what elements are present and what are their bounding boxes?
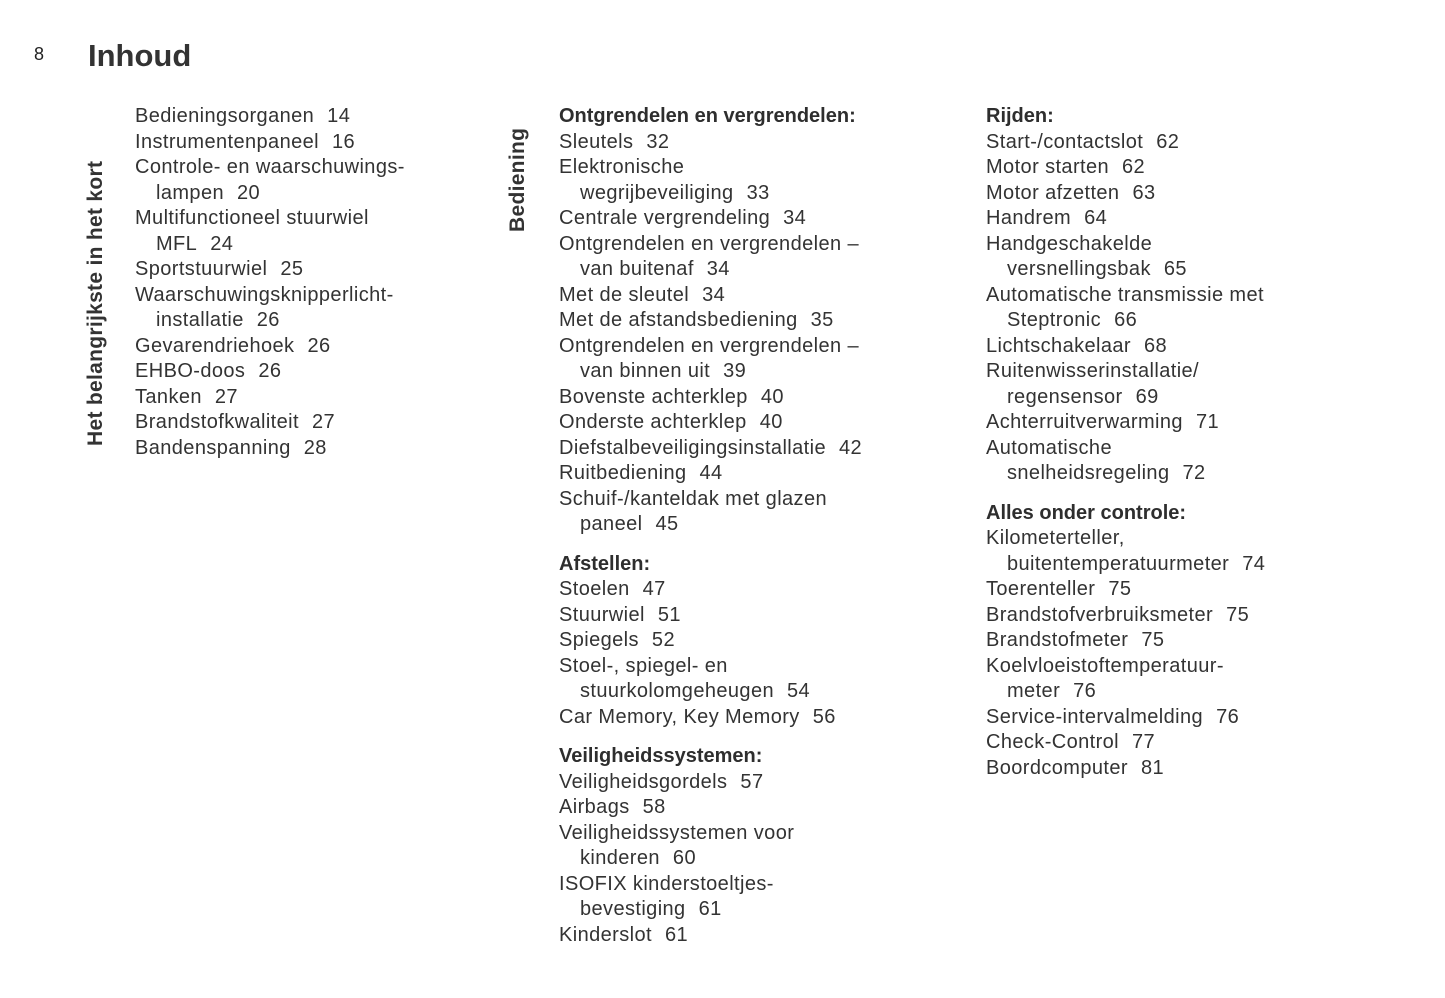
- toc-entry[interactable]: [986, 410, 1406, 436]
- toc-entry[interactable]: [559, 705, 979, 731]
- entry-page-number: 58: [642, 796, 666, 818]
- entry-title: Diefstalbeveiligingsinstallatie: [559, 436, 826, 459]
- toc-entry[interactable]: [559, 206, 979, 232]
- entry-title-continued: lampen 20: [156, 181, 261, 204]
- section-heading: Ontgrendelen en vergrendelen:: [559, 105, 856, 127]
- entry-title: Koelvloeistoftemperatuur-: [986, 654, 1224, 677]
- toc-entry[interactable]: [135, 155, 555, 206]
- toc-entry[interactable]: [986, 628, 1406, 654]
- toc-section: [559, 552, 979, 731]
- side-label-operation: Bediening: [506, 127, 529, 232]
- entry-title: Elektronische: [559, 156, 685, 178]
- entry-page-number: 20: [237, 181, 261, 204]
- entry-title: Ontgrendelen en vergrendelen –: [559, 334, 859, 357]
- entry-page-number: 56: [812, 705, 836, 728]
- toc-entry[interactable]: [559, 436, 979, 462]
- entry-page-number: 45: [655, 513, 679, 535]
- entry-page-number: 74: [1242, 552, 1266, 575]
- entry-title: Bedieningsorganen: [135, 105, 315, 127]
- toc-entry[interactable]: [135, 257, 555, 283]
- entry-title-continued: paneel 45: [580, 513, 679, 535]
- entry-page-number: 75: [1108, 578, 1132, 600]
- toc-entry[interactable]: [986, 334, 1406, 360]
- entry-page-number: 26: [256, 309, 280, 331]
- toc-column-1: [135, 104, 555, 475]
- entry-title: Sleutels: [559, 130, 634, 153]
- toc-entry[interactable]: [986, 130, 1406, 156]
- entry-page-number: 24: [210, 232, 234, 255]
- entry-title: Stoel-, spiegel- en: [559, 654, 728, 677]
- entry-title: Met de afstandsbediening: [559, 309, 798, 331]
- entry-page-number: 75: [1226, 603, 1250, 626]
- entry-page-number: 60: [672, 847, 696, 869]
- toc-entry[interactable]: [986, 730, 1406, 756]
- entry-page-number: 34: [702, 283, 726, 306]
- entry-page-number: 54: [787, 680, 811, 702]
- entry-title: Multifunctioneel stuurwiel: [135, 207, 369, 229]
- entry-page-number: 69: [1135, 385, 1159, 408]
- entry-title: Brandstofkwaliteit: [135, 411, 299, 433]
- entry-title: Service-intervalmelding: [986, 705, 1204, 728]
- entry-title: Handgeschakelde: [986, 232, 1153, 255]
- entry-page-number: 44: [699, 462, 723, 484]
- toc-entry[interactable]: [986, 577, 1406, 603]
- entry-title: Brandstofverbruiksmeter: [986, 603, 1214, 626]
- entry-title: Motor afzetten: [986, 181, 1120, 204]
- entry-page-number: 52: [651, 629, 675, 651]
- entry-title: Achterruitverwarming: [986, 411, 1183, 433]
- entry-page-number: 68: [1143, 334, 1168, 357]
- toc-entry[interactable]: [135, 436, 555, 462]
- toc-entry[interactable]: [986, 654, 1406, 705]
- entry-title: Veiligheidssystemen voor: [559, 821, 795, 844]
- entry-title: Onderste achterklep: [559, 411, 747, 433]
- toc-section: [559, 744, 979, 948]
- entry-title-continued: regensensor 69: [1007, 385, 1159, 408]
- toc-entry[interactable]: [135, 130, 555, 156]
- page-title: Inhoud: [88, 38, 192, 73]
- toc-entry[interactable]: [986, 756, 1406, 782]
- toc-entry[interactable]: [559, 283, 979, 309]
- entry-page-number: 62: [1122, 156, 1146, 178]
- entry-title: Brandstofmeter: [986, 629, 1129, 651]
- entry-title: Ontgrendelen en vergrendelen –: [559, 232, 859, 255]
- section-heading: Afstellen:: [559, 552, 651, 575]
- entry-title: Stoelen: [559, 578, 630, 600]
- toc-entry[interactable]: [559, 654, 979, 705]
- toc-entry[interactable]: [559, 232, 979, 283]
- toc-entry[interactable]: [559, 577, 979, 603]
- entry-page-number: 16: [332, 130, 356, 153]
- toc-entry[interactable]: [986, 155, 1406, 181]
- toc-section: [986, 501, 1406, 782]
- side-label-summary: Het belangrijkste in het kort: [84, 160, 107, 446]
- entry-page-number: 66: [1114, 309, 1138, 331]
- entry-page-number: 32: [646, 130, 670, 153]
- toc-entry[interactable]: [135, 385, 555, 411]
- entry-title: Gevarendriehoek: [135, 334, 295, 357]
- entry-page-number: 34: [706, 258, 730, 280]
- entry-page-number: 71: [1195, 411, 1219, 433]
- toc-column-2: [559, 104, 979, 962]
- entry-page-number: 33: [746, 181, 770, 204]
- entry-page-number: 40: [759, 411, 783, 433]
- entry-title: Lichtschakelaar: [986, 334, 1131, 357]
- entry-title: Start-/contactslot: [986, 130, 1144, 153]
- entry-title-continued: kinderen 60: [580, 847, 696, 869]
- toc-entry[interactable]: [559, 155, 979, 206]
- entry-page-number: 26: [258, 360, 282, 382]
- toc-entry[interactable]: [559, 385, 979, 411]
- entry-page-number: 26: [307, 334, 331, 357]
- entry-title-continued: bevestiging 61: [580, 898, 722, 920]
- entry-title: ISOFIX kinderstoeltjes-: [559, 872, 774, 895]
- entry-page-number: 57: [740, 770, 764, 793]
- toc-entry[interactable]: [559, 628, 979, 654]
- entry-title-continued: MFL 24: [156, 232, 234, 255]
- entry-title: Schuif-/kanteldak met glazen: [559, 487, 828, 510]
- entry-page-number: 77: [1132, 731, 1156, 753]
- toc-entry[interactable]: [559, 603, 979, 629]
- entry-page-number: 27: [214, 385, 238, 408]
- entry-page-number: 25: [280, 258, 304, 280]
- toc-section: [135, 104, 555, 461]
- toc-entry[interactable]: [559, 770, 979, 796]
- toc-entry[interactable]: [986, 232, 1406, 283]
- entry-page-number: 27: [311, 411, 335, 433]
- section-heading: Alles onder controle:: [986, 501, 1187, 524]
- entry-title: Bovenste achterklep: [559, 385, 748, 408]
- toc-entry[interactable]: [559, 410, 979, 436]
- entry-title-continued: snelheidsregeling 72: [1007, 462, 1206, 484]
- entry-title: Instrumentenpaneel: [135, 130, 319, 153]
- entry-title-continued: van binnen uit 39: [580, 360, 747, 382]
- entry-title: Motor starten: [986, 156, 1110, 178]
- toc-entry[interactable]: [135, 410, 555, 436]
- toc-entry[interactable]: [559, 334, 979, 385]
- entry-title: Waarschuwingsknipperlicht-: [135, 283, 394, 306]
- toc-column-3: [986, 104, 1406, 795]
- toc-entry[interactable]: [986, 206, 1406, 232]
- entry-title: Kinderslot: [559, 923, 652, 946]
- entry-page-number: 72: [1182, 462, 1206, 484]
- entry-title: Tanken: [135, 385, 202, 408]
- entry-title: Automatische transmissie met: [986, 283, 1264, 306]
- entry-page-number: 63: [1132, 181, 1156, 204]
- entry-title: Spiegels: [559, 629, 639, 651]
- entry-title: Handrem: [986, 207, 1072, 229]
- entry-title: Bandenspanning: [135, 436, 291, 459]
- toc-entry[interactable]: [559, 461, 979, 487]
- entry-title-continued: versnellingsbak 65: [1007, 258, 1187, 280]
- toc-entry[interactable]: [135, 334, 555, 360]
- toc-entry[interactable]: [559, 872, 979, 923]
- entry-title: Veiligheidsgordels: [559, 770, 728, 793]
- entry-title: EHBO-doos: [135, 360, 246, 382]
- toc-entry[interactable]: [986, 436, 1406, 487]
- entry-page-number: 76: [1216, 705, 1240, 728]
- entry-page-number: 14: [327, 105, 351, 127]
- entry-title-continued: installatie 26: [156, 309, 280, 331]
- entry-title: Met de sleutel: [559, 283, 690, 306]
- entry-page-number: 42: [838, 436, 863, 459]
- entry-page-number: 51: [657, 603, 681, 626]
- entry-page-number: 75: [1141, 629, 1165, 651]
- toc-entry[interactable]: [559, 821, 979, 872]
- entry-title-continued: meter 76: [1007, 680, 1097, 702]
- entry-title-continued: Steptronic 66: [1007, 309, 1138, 331]
- toc-entry[interactable]: [559, 308, 979, 334]
- toc-entry[interactable]: [986, 359, 1406, 410]
- entry-title: Controle- en waarschuwings-: [135, 156, 405, 178]
- entry-page-number: 65: [1163, 258, 1187, 280]
- toc-entry[interactable]: [986, 705, 1406, 731]
- entry-title: Check-Control: [986, 731, 1120, 753]
- toc-entry[interactable]: [559, 923, 979, 949]
- entry-title-continued: wegrijbeveiliging 33: [580, 181, 770, 204]
- toc-entry[interactable]: [986, 526, 1406, 577]
- toc-entry[interactable]: [135, 104, 555, 130]
- entry-title: Toerenteller: [986, 578, 1096, 600]
- entry-page-number: 76: [1073, 680, 1097, 702]
- toc-entry[interactable]: [559, 487, 979, 538]
- entry-title: Sportstuurwiel: [135, 258, 268, 280]
- toc-section: [986, 104, 1406, 487]
- entry-title: Boordcomputer: [986, 756, 1128, 779]
- toc-entry[interactable]: [986, 181, 1406, 207]
- toc-entry[interactable]: [135, 359, 555, 385]
- entry-page-number: 28: [303, 436, 327, 459]
- entry-title: Stuurwiel: [559, 603, 645, 626]
- entry-page-number: 47: [642, 578, 666, 600]
- entry-title: Kilometerteller,: [986, 527, 1125, 549]
- entry-title: Airbags: [559, 796, 630, 818]
- section-heading: Veiligheidssystemen:: [559, 745, 763, 767]
- entry-title: Automatische: [986, 436, 1112, 459]
- entry-title: Ruitbediening: [559, 462, 687, 484]
- section-heading: Rijden:: [986, 105, 1054, 127]
- entry-page-number: 35: [810, 309, 834, 331]
- entry-page-number: 40: [760, 385, 784, 408]
- toc-section: [559, 104, 979, 538]
- entry-page-number: 34: [783, 207, 807, 229]
- toc-entry[interactable]: [559, 795, 979, 821]
- toc-entry[interactable]: [135, 206, 555, 257]
- toc-entry[interactable]: [135, 283, 555, 334]
- entry-page-number: 81: [1140, 756, 1164, 779]
- toc-entry[interactable]: [986, 283, 1406, 334]
- entry-title-continued: van buitenaf 34: [580, 258, 730, 280]
- entry-title: Centrale vergrendeling: [559, 207, 771, 229]
- entry-title-continued: buitentemperatuurmeter 74: [1007, 552, 1266, 575]
- entry-title: Ruitenwisserinstallatie/: [986, 360, 1200, 382]
- entry-page-number: 61: [698, 898, 722, 920]
- entry-title-continued: stuurkolomgeheugen 54: [580, 680, 811, 702]
- entry-page-number: 62: [1156, 130, 1180, 153]
- entry-title: Car Memory, Key Memory: [559, 705, 800, 728]
- entry-page-number: 61: [664, 923, 688, 946]
- entry-page-number: 39: [723, 360, 747, 382]
- page-number: 8: [34, 44, 45, 64]
- entry-page-number: 64: [1084, 207, 1108, 229]
- toc-entry[interactable]: [986, 603, 1406, 629]
- toc-entry[interactable]: [559, 130, 979, 156]
